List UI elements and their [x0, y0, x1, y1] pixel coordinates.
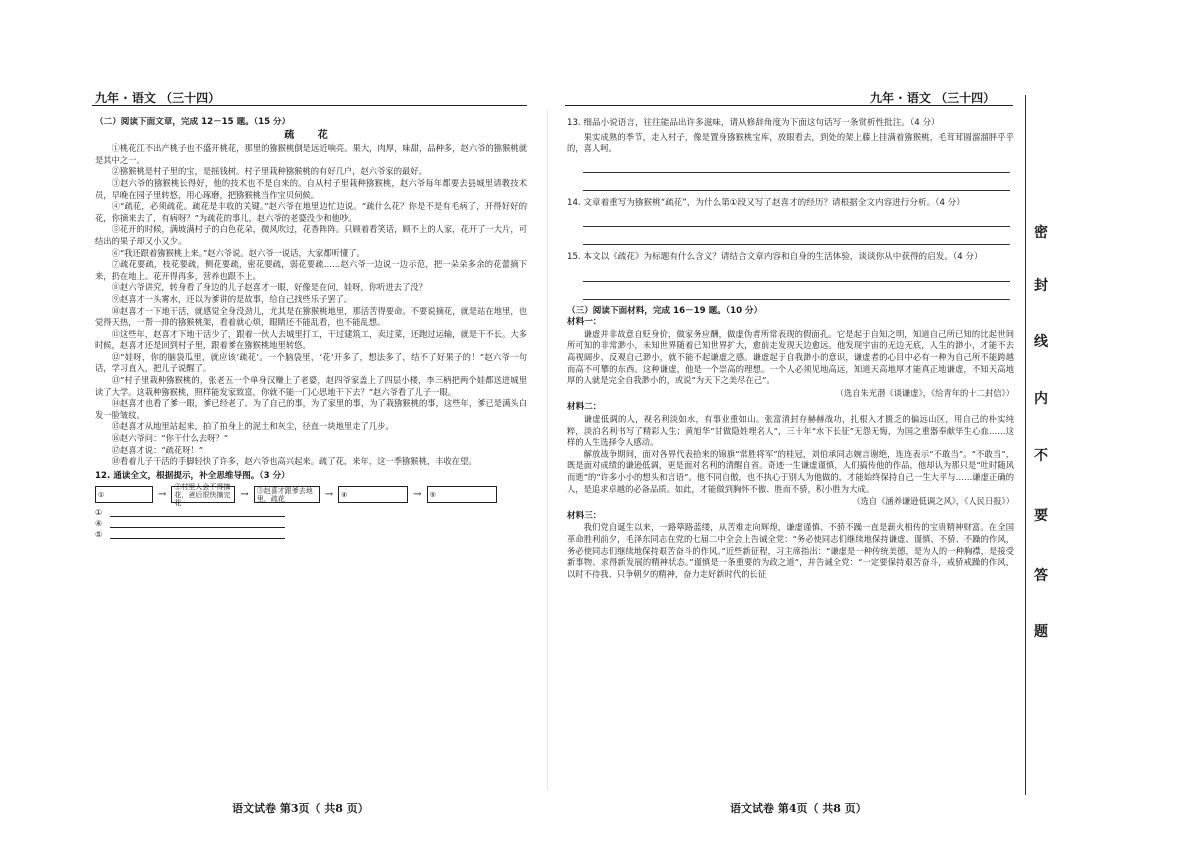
article-paragraph: ⑫“娃呀，你的脑袋瓜里，就应该‘疏花’。一个脑袋里，‘花’开多了，想法多了，结不了好果子的！”赵六爷一句话，学习直入，把儿子说醒了。: [95, 351, 527, 374]
material-2-text: 谦虚低调的人，视名利淡如水，有事业重如山。张富清封存赫赫战功，扎根入才匮乏的偏远山区，用自己的朴实纯粹，淡泊名利书写了精彩人生；黄旭华“甘做隐姓埋名人”，三十年“水下长征”无怨无悔，为国之重器奉献毕生心血……这样的人生选择令人感动。: [567, 414, 1014, 448]
answer-line-label: ①: [95, 508, 103, 518]
seal-char: 题: [1034, 624, 1048, 640]
mind-map: [95, 482, 527, 507]
material-2-source: （选自《涵养谦逊低调之风》，《人民日报》）: [852, 496, 1014, 507]
seal-char: 要: [1034, 508, 1048, 524]
material-2-text-2: 解放战争期间，面对各界代表拾来的锦旗“常胜将军”的桂冠，刘伯承同志婉言谢绝，连连表示“不敢当”。“不敢当”，既是面对成绩的谦逊低调，更是面对名利的清醒自省。奇迹一生谦虚谨慎，人们搞传他的作品，他却认为那只是“吐时随风而逝”的“许多小小的想头和言语”。他不同自傲，也不执心于别人为他做的，才能始终保持自己一生大平与……谦虚正确的人，是追求卓越的必备品质。如此，才能做到胸怀不傲、胜而不骄，积小胜为大成。: [567, 448, 1014, 494]
page-divider: [547, 110, 548, 790]
article-paragraph: ⑨赵喜才一头雾水，还以为爹讲的是故事，给自己找些乐子罢了。: [111, 293, 353, 304]
left-page-footer: 语文试卷 第3页（ 共8 页）: [232, 802, 369, 815]
mind-map-answer-lines: [95, 507, 527, 540]
article-paragraph: ②猕猴桃是村子里的宝，是摇钱树。村子里栽种猕猴桃的有好几户，赵六爷家的最好。: [111, 166, 427, 177]
seal-char: 封: [1034, 278, 1048, 294]
arrow-icon: →: [158, 489, 167, 501]
mind-map-box-4: [338, 486, 408, 503]
seal-char: 不: [1034, 448, 1048, 464]
article-paragraph: ⑤花开的时候，满坡满村子的白色花朵，微风吹过，花香阵阵。只顾着看笑话，顾不上的人家，花开了一大片，可结出的果子却又小又少。: [95, 224, 527, 246]
article-paragraph: ⑯赵六爷问：“你干什么去呀？”: [111, 433, 228, 444]
answer-line-label: ⑤: [95, 530, 103, 540]
answer-line-4[interactable]: [95, 518, 527, 529]
article-paragraph: ⑧赵六爷讲究，转身看了身边的儿子赵喜才一眼，好像是在问，娃呀，你听进去了没？: [111, 282, 427, 293]
left-header-rule: [92, 105, 527, 106]
seal-char: 内: [1034, 391, 1048, 407]
right-page-header: 九年 · 语文 （三十四）: [870, 91, 996, 105]
article-paragraph: ⑦疏花要疏，枝花要疏，侧花要疏，密花要疏，弱花要疏……赵六爷一边说一边示范，把一朵朵多余的花蕾摘下来，扔在地上。花开得再多，营养也跟不上。: [95, 259, 527, 281]
article-paragraph: ⑭赵喜才也看了爹一眼，爹已经老了。为了自己的事，为了家里的事，为了栽猕猴桃的事，这些年，爹已是满头白发一脸皱纹。: [95, 398, 527, 420]
question-13: 13. 细品小说语言，往往能品出许多滋味，请从修辞角度为下面这句话写一条赏析性批注。（4 分）: [567, 118, 940, 128]
mind-map-label-1: ①: [98, 490, 105, 499]
right-header-rule: [565, 105, 1013, 106]
material-2-title: 材料二：: [567, 402, 602, 413]
mind-map-label-2: ②村里人会不得摘花，爸后很快摘完花: [174, 482, 231, 507]
left-page-header: 九年 · 语文 （三十四）: [95, 91, 221, 105]
mind-map-label-5: ⑤: [429, 490, 436, 499]
arrow-icon: →: [240, 489, 249, 501]
article-paragraph: ⑮赵喜才从地里站起来，拍了拍身上的泥土和灰尘，径直一块地里走了几步。: [111, 421, 394, 432]
article-paragraph: ⑪这些年，赵喜才下地干活少了，跟着一伙人去城里打工，干过建筑工，卖过菜，还跑过运输，就是干不长。大多时候，赵喜才还是回到村子里，跟着爹在猕猴桃地里转悠。: [95, 328, 527, 351]
material-1-title: 材料一：: [567, 317, 602, 328]
question-15: 15. 本文以《疏花》为标题有什么含义？请结合文章内容和自身的生活体验，谈谈你从中获得的启发。（4 分）: [567, 252, 983, 263]
question-14: 14. 文章着重写为猕猴桃“疏花”，为什么第①段又写了赵喜才的经历？请根据全文内容进行分析。（4 分）: [567, 197, 965, 208]
question-13-quote: 果实成熟的季节，走入村子，像是置身猕猴桃宝库，放眼看去，到处的架上藤上挂满着猕猴桃，毛茸茸圆溜溜胖乎乎的，喜人呵。: [567, 131, 1014, 154]
answer-line[interactable]: [583, 282, 1010, 300]
section-3-heading: （三）阅读下面材料，完成 16－19 题。（10 分）: [567, 305, 763, 316]
seal-char: 答: [1034, 568, 1048, 584]
question-12: 12. 通读全文，根据提示，补全思维导图。（3 分）: [95, 470, 290, 481]
answer-line-5[interactable]: [95, 529, 527, 540]
material-3-title: 材料三：: [567, 510, 602, 521]
arrow-icon: →: [324, 489, 334, 501]
article-paragraph: ⑬“村子里栽种猕猴桃的，张老五一个单身汉赚上了老婆，赵四爷家盖上了四层小楼，李三柄把两个娃都送进城里读了大学。这栽种猕猴桃，照样能发家致富，你就不能一门心思地干下去？”赵六爷看了儿子一眼。: [95, 375, 527, 397]
article-paragraph: ⑩赵喜才一下地干活，就感觉全身没劲儿，尤其是在猕猴桃地里，那活苦得要命。不要说摘花，就是站在地里，也觉得天热，一帮一排的猕猴桃架，看着就心烦，眼睛还不能乱看，也不能乱想。: [95, 305, 527, 328]
article-title: 疏 花: [284, 129, 338, 141]
answer-line[interactable]: [583, 209, 1010, 227]
article-paragraph: ⑰赵喜才说：“疏花呀！”: [111, 444, 204, 455]
material-1-source: （选自朱光潜《谈谦虚》，《给青年的十二封信》）: [835, 387, 1014, 398]
answer-line[interactable]: [583, 173, 1010, 191]
mind-map-box-5: [427, 486, 497, 503]
mind-map-label-4: ④: [341, 490, 348, 499]
article-paragraph: ①桃花江不出产桃子也不盛开桃花，那里的猕猴桃倒是远近响亮。果大，肉厚，味甜，品种多，赵六爷的猕猴桃就是其中之一。: [95, 143, 527, 165]
right-page-footer: 语文试卷 第4页（ 共8 页）: [730, 802, 867, 815]
section-2-heading: （二）阅读下面文章，完成 12－15 题。（15 分）: [95, 117, 291, 127]
material-1-text: 谦虚并非故意自贬身价，做家务应酬，做虚伪者所常表现的假面孔。它是起于自知之明，知道自己所已知的比起世间所可知的非常渺小，未知世界随着已知世界扩大，愈前走发现天边愈远。他发现宇宙的无边无底，人生的渺小，才能不去高视阔步，反观自己渺小，就不能不起谦虚之感。谦虚起于自我渺小的意识，谦虚者的心目中必有一种为自己所不能跨越而高不可攀的东西。这种谦虚，他是一个崇高的理想。一个人必须见地高远，知道天高地厚才能真正地谦虚，不知天高地厚的人就是完全自我渺小的，或说“为天下之美尽在己”。: [567, 328, 1014, 386]
arrow-icon: →: [413, 489, 422, 501]
article-paragraph: ⑥“我还跟着猕猴桃上来。”赵六爷说。赵六爷一说话，大家都听懂了。: [111, 247, 365, 258]
article-paragraph: ⑱看着儿子干活的手脚轻快了许多，赵六爷也高兴起来。疏了花，来年，这一季猕猴桃，丰收在望。: [111, 456, 477, 467]
seal-char: 密: [1034, 225, 1048, 241]
answer-line[interactable]: [583, 264, 1010, 282]
answer-line[interactable]: [583, 227, 1010, 245]
mind-map-box-3: [254, 486, 320, 503]
article-paragraph: ③赵六爷的猕猴桃长得好，他的技术也不是自来的。自从村子里栽种猕猴桃，赵六爷每年都要去县城里请教技术员，早晚在园子里转悠，用心琢磨，把猕猴桃当作宝贝伺候。: [95, 177, 527, 200]
left-page: [95, 117, 527, 792]
article-paragraph: ④“疏花，必须疏花。疏花是丰收的关键。”赵六爷在地里边忙边说。“疏什么花？你是不是有毛病了，开得好好的花，你摘来去了，有病呀？”为疏花的事儿，赵六爷的老婆没少和他吵。: [95, 201, 527, 223]
mind-map-box-2: [171, 482, 235, 507]
material-3-text: 我们党自诞生以来，一路筚路蓝缕，从苦难走向辉煌，谦虚谨慎、不骄不躁一直是薪火相传的宝贵精神财富。在全国革命胜利前夕，毛泽东同志在党的七届二中全会上告诫全党：“务必使同志们继续地保持谦虚、谨慎、不骄、不躁的作风，务必使同志们继续地保持艰苦奋斗的作风。”近些新征程，习主席指出：“谦虚是一种传统美德，是为人的一种胸襟，是接受新事物、求得新发展的精神状态。”谨慎是一条重要的为政之道”，并告诫全党：“一定要保持艰苦奋斗，戒骄戒躁的作风，以时不待我、只争朝夕的精神，奋力走好新时代的长征: [567, 522, 1014, 579]
mind-map-label-3: ③赵喜才跟爹去地里，疏花: [256, 486, 313, 503]
answer-line[interactable]: [583, 155, 1010, 173]
answer-line-label: ④: [95, 519, 103, 529]
answer-line-1[interactable]: [95, 507, 527, 518]
mind-map-box-1: [95, 486, 153, 503]
article-body: [95, 143, 527, 468]
seal-char: 线: [1034, 334, 1048, 350]
right-page: [567, 117, 1014, 792]
